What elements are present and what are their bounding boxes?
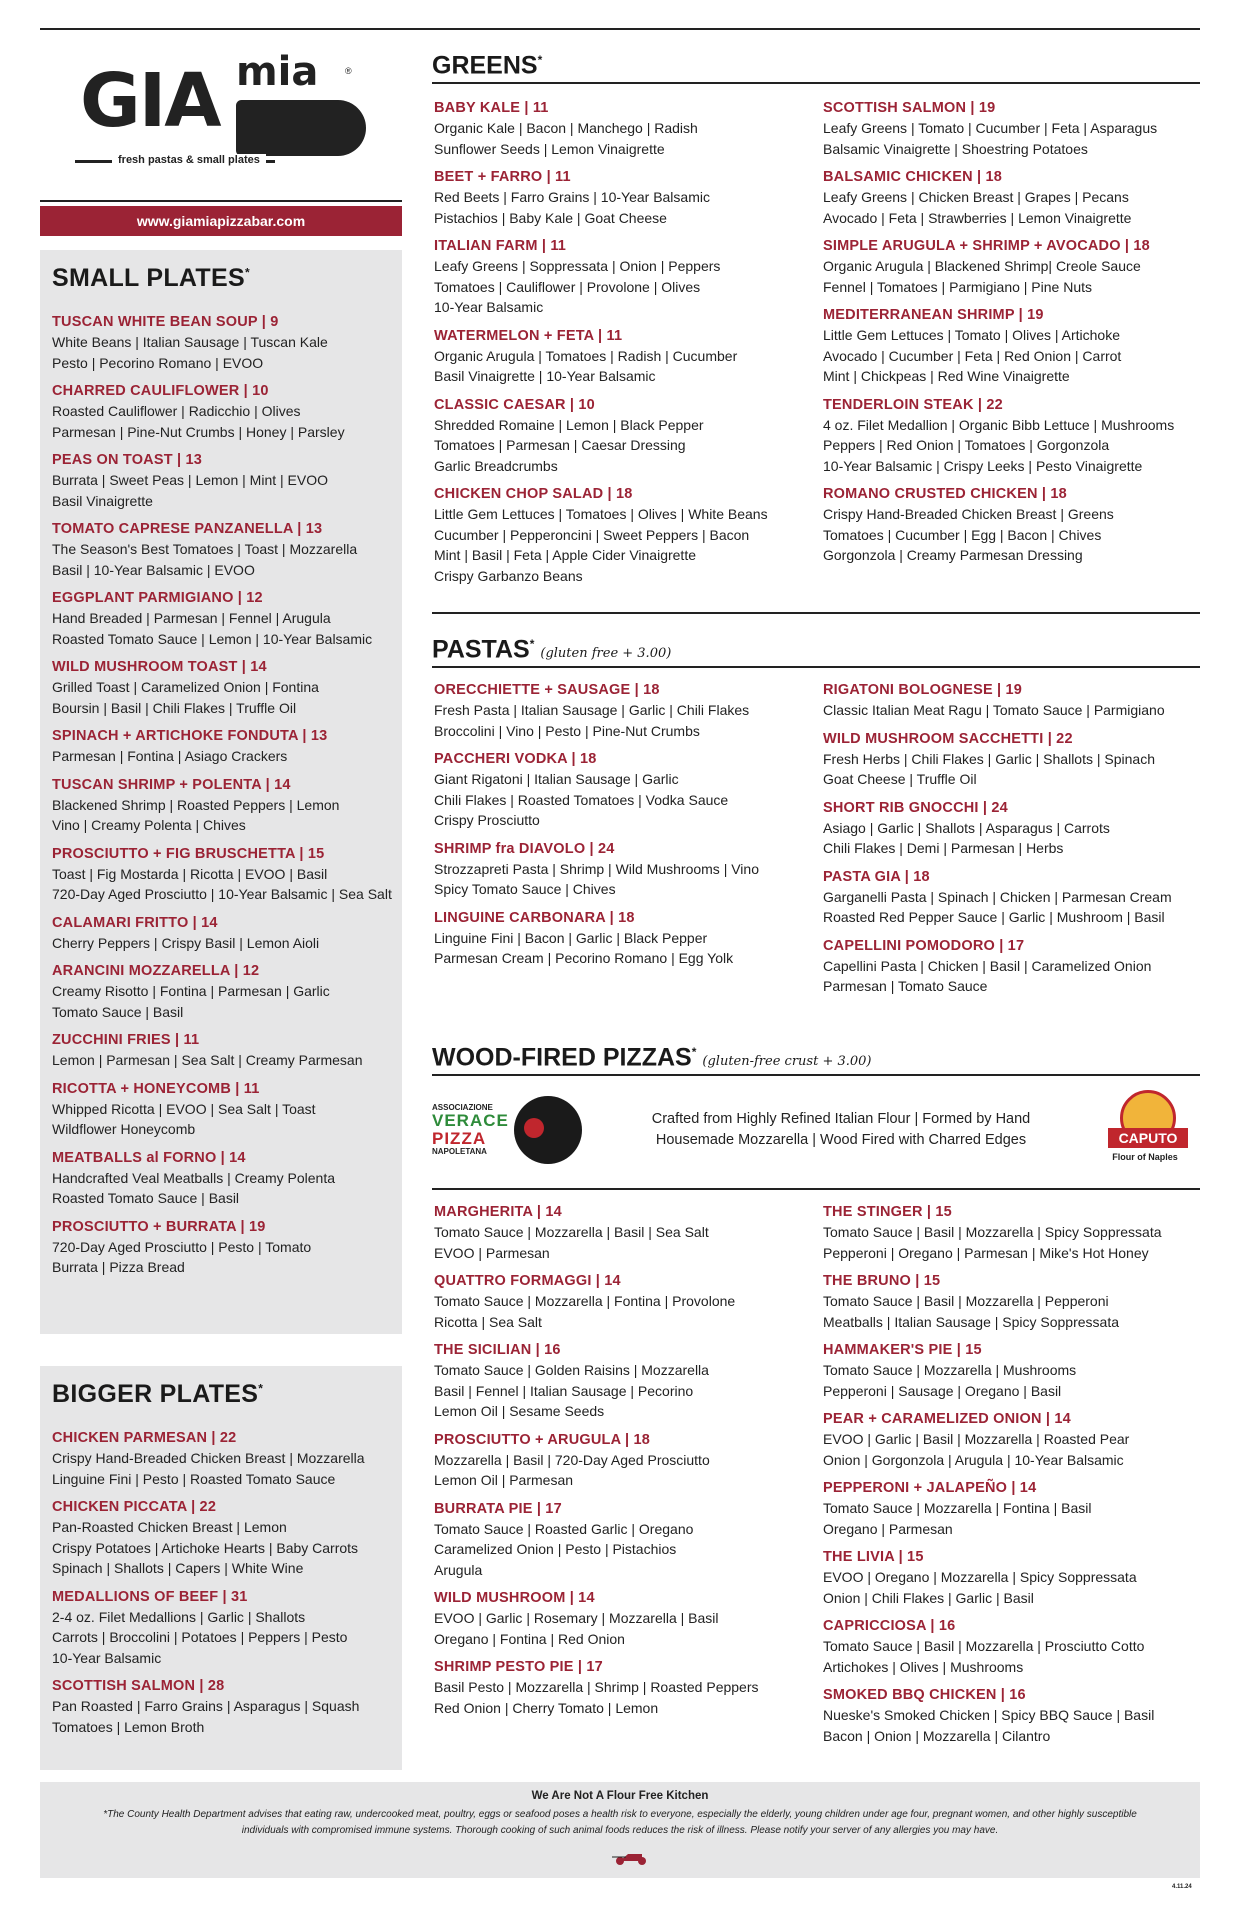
menu-item <box>821 798 1200 859</box>
menu-item <box>40 1497 402 1579</box>
item-description: Spinach | Shallots | Capers | White Wine <box>52 1560 304 1576</box>
menu-item <box>432 1657 811 1718</box>
item-description: Crispy Hand-Breaded Chicken Breast | Mozzarella <box>52 1450 365 1466</box>
section-title: WOOD-FIRED PIZZAS*(gluten-free crust + 3.00) <box>432 1043 872 1072</box>
item-description: Pistachios | Baby Kale | Goat Cheese <box>434 209 667 226</box>
item-name: SHRIMP fra DIAVOLO | 24 <box>434 840 615 857</box>
menu-item <box>821 484 1200 566</box>
item-description: Asiago | Garlic | Shallots | Asparagus | Carrots <box>823 819 1110 836</box>
item-name: THE STINGER | 15 <box>823 1204 952 1220</box>
item-description: Whipped Ricotta | EVOO | Sea Salt | Toast <box>52 1100 316 1117</box>
item-description: 2-4 oz. Filet Medallions | Garlic | Shallots <box>52 1608 306 1625</box>
item-description: Cherry Peppers | Crispy Basil | Lemon Aioli <box>52 934 320 951</box>
item-description: Oregano | Fontina | Red Onion <box>434 1630 625 1647</box>
menu-item <box>432 1430 811 1491</box>
pastas-section <box>432 612 1200 1005</box>
item-description: EVOO | Garlic | Rosemary | Mozzarella | Basil <box>434 1610 719 1626</box>
menu-item <box>40 1079 402 1140</box>
item-description: Pepperoni | Oregano | Parmesan | Mike's Hot Honey <box>823 1244 1149 1261</box>
menu-item <box>432 98 811 159</box>
item-name: CHICKEN PARMESAN | 22 <box>52 1430 237 1446</box>
item-description: Basil Vinaigrette <box>52 492 153 509</box>
item-description: Avocado | Feta | Strawberries | Lemon Vinaigrette <box>823 209 1132 226</box>
item-description: Blackened Shrimp | Roasted Peppers | Lemon <box>52 796 340 813</box>
item-description: Crispy Potatoes | Artichoke Hearts | Baby Carrots <box>52 1539 359 1556</box>
item-name: SCOTTISH SALMON | 28 <box>52 1678 225 1694</box>
menu-item <box>821 680 1200 721</box>
item-name: PEAS ON TOAST | 13 <box>52 452 203 468</box>
menu-item <box>40 1030 402 1071</box>
item-name: CAPELLINI POMODORO | 17 <box>823 937 1025 954</box>
item-description: Toast | Fig Mostarda | Ricotta | EVOO | Basil <box>52 865 328 882</box>
item-name: MEDITERRANEAN SHRIMP | 19 <box>823 307 1044 323</box>
caputo-logo: CAPUTO Flour of Naples <box>1090 1088 1200 1172</box>
item-name: SIMPLE ARUGULA + SHRIMP + AVOCADO | 18 <box>823 238 1150 254</box>
item-name: TENDERLOIN STEAK | 22 <box>823 396 1003 413</box>
menu-item <box>821 1340 1200 1401</box>
item-name: CAPRICCIOSA | 16 <box>823 1618 956 1634</box>
menu-item <box>821 236 1200 297</box>
menu-item <box>40 381 402 442</box>
item-description: Little Gem Lettuces | Tomato | Olives | Artichoke <box>823 327 1121 343</box>
menu-item <box>432 839 811 900</box>
item-description: Tomato Sauce | Roasted Garlic | Oregano <box>434 1520 694 1537</box>
flour-notice: We Are Not A Flour Free Kitchen <box>531 1790 709 1802</box>
section-title: GREENS* <box>432 51 543 80</box>
item-name: PACCHERI VODKA | 18 <box>434 751 597 767</box>
item-description: Wildflower Honeycomb <box>52 1121 196 1137</box>
item-description: 10-Year Balsamic | Crispy Leeks | Pesto Vinaigrette <box>823 457 1143 474</box>
menu-item <box>40 961 402 1022</box>
item-name: ARANCINI MOZZARELLA | 12 <box>52 963 260 979</box>
menu-item <box>432 680 811 741</box>
item-name: HAMMAKER'S PIE | 15 <box>823 1342 982 1358</box>
item-description: Spicy Tomato Sauce | Chives <box>434 881 616 897</box>
section-title: PASTAS*(gluten free + 3.00) <box>432 635 672 664</box>
pizza-peel-icon <box>236 100 366 156</box>
item-description: Handcrafted Veal Meatballs | Creamy Polenta <box>52 1169 336 1186</box>
divider <box>432 82 1200 84</box>
item-name: TUSCAN SHRIMP + POLENTA | 14 <box>52 776 291 793</box>
item-description: Parmesan | Pine-Nut Crumbs | Honey | Parsley <box>52 423 345 440</box>
item-description: Cucumber | Pepperoncini | Sweet Peppers | Bacon <box>434 526 750 543</box>
item-description: Artichokes | Olives | Mushrooms <box>823 1658 1024 1675</box>
item-description: Hand Breaded | Parmesan | Fennel | Arugula <box>52 610 331 626</box>
item-description: Linguine Fini | Bacon | Garlic | Black Pepper <box>434 929 708 946</box>
item-description: Arugula <box>434 1561 483 1578</box>
item-description: Fresh Pasta | Italian Sausage | Garlic | Chili Flakes <box>434 702 750 718</box>
item-description: Pesto | Pecorino Romano | EVOO <box>52 354 264 371</box>
item-description: White Beans | Italian Sausage | Tuscan Kale <box>52 334 328 350</box>
section-title: SMALL PLATES* <box>52 264 250 292</box>
item-description: Tomato Sauce | Basil <box>52 1003 184 1020</box>
menu-item <box>821 1478 1200 1539</box>
divider <box>432 612 1200 614</box>
scooter-icon <box>612 1848 652 1866</box>
menu-item <box>821 167 1200 228</box>
item-name: WILD MUSHROOM | 14 <box>434 1590 595 1606</box>
item-name: SMOKED BBQ CHICKEN | 16 <box>823 1687 1026 1703</box>
item-description: Mozzarella | Basil | 720-Day Aged Prosciutto <box>434 1451 710 1468</box>
item-description: Nueske's Smoked Chicken | Spicy BBQ Sauce | Basil <box>823 1707 1155 1723</box>
item-description: Little Gem Lettuces | Tomatoes | Olives | White Beans <box>434 506 768 522</box>
item-name: SPINACH + ARTICHOKE FONDUTA | 13 <box>52 728 328 744</box>
item-description: 4 oz. Filet Medallion | Organic Bibb Lettuce | Mushrooms <box>823 416 1175 433</box>
item-description: Mint | Chickpeas | Red Wine Vinaigrette <box>823 368 1070 384</box>
bigger-plates-panel <box>40 1360 402 1770</box>
item-name: PROSCIUTTO + BURRATA | 19 <box>52 1218 266 1235</box>
section-title: BIGGER PLATES* <box>52 1380 264 1408</box>
item-name: TOMATO CAPRESE PANZANELLA | 13 <box>52 521 323 537</box>
item-description: Tomato Sauce | Basil | Mozzarella | Spicy Soppressata <box>823 1224 1162 1240</box>
bigger-plates-list <box>40 1428 402 1737</box>
item-description: Caramelized Onion | Pesto | Pistachios <box>434 1541 677 1557</box>
item-description: Basil | 10-Year Balsamic | EVOO <box>52 561 255 578</box>
item-description: Peppers | Red Onion | Tomatoes | Gorgonzola <box>823 437 1110 453</box>
item-description: Basil Vinaigrette | 10-Year Balsamic <box>434 368 656 384</box>
item-description: Roasted Tomato Sauce | Basil <box>52 1190 240 1206</box>
item-name: BURRATA PIE | 17 <box>434 1500 562 1517</box>
item-description: Tomato Sauce | Basil | Mozzarella | Prosciutto Cotto <box>823 1638 1145 1654</box>
pizza-intro <box>432 1082 1200 1178</box>
item-description: Tomatoes | Cauliflower | Provolone | Olives <box>434 278 701 295</box>
item-name: BALSAMIC CHICKEN | 18 <box>823 169 1003 185</box>
section-note: (gluten-free crust + 3.00) <box>702 1054 872 1070</box>
logo-main: GIA <box>80 58 220 144</box>
item-name: CLASSIC CAESAR | 10 <box>434 396 595 413</box>
item-description: Roasted Red Pepper Sauce | Garlic | Mushroom | Basil <box>823 909 1165 925</box>
item-description: 720-Day Aged Prosciutto | Pesto | Tomato <box>52 1238 312 1255</box>
greens-col-2 <box>821 98 1200 594</box>
avpn-logo: ASSOCIAZIONE VERACE PIZZA NAPOLETANA <box>432 1090 592 1170</box>
item-description: Broccolini | Vino | Pesto | Pine-Nut Crumbs <box>434 722 700 739</box>
menu-item <box>821 98 1200 159</box>
menu-item <box>821 867 1200 928</box>
menu-item <box>821 395 1200 477</box>
pizzas-col-1 <box>432 1202 811 1754</box>
item-description: Sunflower Seeds | Lemon Vinaigrette <box>434 140 665 157</box>
menu-item <box>821 1685 1200 1746</box>
menu-item <box>432 1588 811 1649</box>
item-name: THE BRUNO | 15 <box>823 1273 941 1289</box>
item-description: Crispy Prosciutto <box>434 812 540 828</box>
menu-item <box>432 484 811 586</box>
item-description: Burrata | Pizza Bread <box>52 1259 185 1275</box>
menu-item <box>40 844 402 905</box>
item-description: Onion | Chili Flakes | Garlic | Basil <box>823 1589 1034 1606</box>
item-description: Parmesan Cream | Pecorino Romano | Egg Yolk <box>434 950 734 966</box>
item-name: CHICKEN PICCATA | 22 <box>52 1499 217 1515</box>
item-description: EVOO | Garlic | Basil | Mozzarella | Roasted Pear <box>823 1431 1130 1447</box>
item-description: EVOO | Oregano | Mozzarella | Spicy Soppressata <box>823 1569 1137 1585</box>
item-description: Strozzapreti Pasta | Shrimp | Wild Mushrooms | Vino <box>434 860 759 877</box>
item-description: 10-Year Balsamic <box>434 299 544 315</box>
item-description: Pan Roasted | Farro Grains | Asparagus | Squash <box>52 1698 360 1714</box>
item-description: Tomatoes | Parmesan | Caesar Dressing <box>434 437 686 453</box>
small-plates-list <box>40 312 402 1278</box>
menu-item <box>40 657 402 718</box>
divider <box>40 200 402 202</box>
menu-item <box>432 1271 811 1332</box>
menu-item <box>821 305 1200 387</box>
item-name: ITALIAN FARM | 11 <box>434 238 567 254</box>
item-name: ZUCCHINI FRIES | 11 <box>52 1032 200 1048</box>
menu-item <box>432 236 811 318</box>
item-name: MEDALLIONS OF BEEF | 31 <box>52 1588 248 1605</box>
item-description: Roasted Cauliflower | Radicchio | Olives <box>52 403 301 419</box>
item-name: CALAMARI FRITTO | 14 <box>52 914 218 931</box>
item-description: Crispy Garbanzo Beans <box>434 567 583 584</box>
item-description: Lemon Oil | Parmesan <box>434 1472 574 1488</box>
item-name: RIGATONI BOLOGNESE | 19 <box>823 682 1023 698</box>
item-description: Goat Cheese | Truffle Oil <box>823 771 977 787</box>
menu-item <box>40 312 402 373</box>
item-name: WATERMELON + FETA | 11 <box>434 327 623 344</box>
item-description: Organic Arugula | Blackened Shrimp| Creole Sauce <box>823 258 1141 274</box>
item-description: Parmesan | Fontina | Asiago Crackers <box>52 748 288 764</box>
item-description: Organic Kale | Bacon | Manchego | Radish <box>434 120 698 136</box>
item-description: Carrots | Broccolini | Potatoes | Peppers | Pesto <box>52 1629 348 1645</box>
health-disclaimer: *The County Health Department advises that eating raw, undercooked meat, poultry, eggs or seafood poses a health risk to everyone, especially the elderly, young children under age four, pregnant women, and other highly susceptible individuals with compromised immune systems. Thorough cooking of such animal foods reduces the risk of illness. Please notify your server of any allergies you may have. <box>103 1809 1137 1836</box>
item-name: SHORT RIB GNOCCHI | 24 <box>823 799 1008 816</box>
menu-item <box>40 775 402 836</box>
logo <box>40 30 402 198</box>
item-description: Red Beets | Farro Grains | 10-Year Balsamic <box>434 189 710 205</box>
greens-section <box>432 38 1200 594</box>
menu-item <box>40 1676 402 1737</box>
item-description: Avocado | Cucumber | Feta | Red Onion | Carrot <box>823 347 1122 364</box>
pizza-description: Crafted from Highly Refined Italian Flour | Formed by Hand Housemade Mozzarella | Wood Fired with Charred Edges <box>651 1111 1031 1148</box>
menu-item <box>821 1202 1200 1263</box>
item-name: BEET + FARRO | 11 <box>434 169 571 185</box>
divider <box>432 1188 1200 1190</box>
menu-item <box>40 1217 402 1278</box>
menu-item <box>432 1340 811 1422</box>
menu-item <box>432 1202 811 1263</box>
item-description: Tomatoes | Cucumber | Egg | Bacon | Chives <box>823 526 1102 543</box>
menu-item <box>40 519 402 580</box>
item-description: Gorgonzola | Creamy Parmesan Dressing <box>823 547 1083 563</box>
menu-item <box>821 1409 1200 1470</box>
item-name: CHARRED CAULIFLOWER | 10 <box>52 383 269 399</box>
item-description: Parmesan | Tomato Sauce <box>823 978 988 994</box>
pizzas-col-2 <box>821 1202 1200 1754</box>
menu-item <box>821 936 1200 997</box>
menu-item <box>432 395 811 477</box>
item-description: Vino | Creamy Polenta | Chives <box>52 817 246 833</box>
item-description: Tomato Sauce | Mozzarella | Basil | Sea Salt <box>434 1224 709 1240</box>
item-description: Burrata | Sweet Peas | Lemon | Mint | EVOO <box>52 472 328 488</box>
divider <box>432 666 1200 668</box>
item-description: Leafy Greens | Chicken Breast | Grapes | Pecans <box>823 189 1129 205</box>
item-description: Fennel | Tomatoes | Parmigiano | Pine Nuts <box>823 278 1093 295</box>
item-description: Pepperoni | Sausage | Oregano | Basil <box>823 1382 1062 1399</box>
small-plates-panel <box>40 244 402 1334</box>
item-description: Tomato Sauce | Mozzarella | Mushrooms <box>823 1362 1077 1378</box>
menu-item <box>432 326 811 387</box>
item-description: Chili Flakes | Demi | Parmesan | Herbs <box>823 840 1064 856</box>
item-description: Balsamic Vinaigrette | Shoestring Potatoes <box>823 140 1088 157</box>
footer <box>40 1782 1200 1878</box>
menu-item <box>40 450 402 511</box>
item-name: MARGHERITA | 14 <box>434 1204 562 1220</box>
item-name: LINGUINE CARBONARA | 18 <box>434 909 635 926</box>
menu-item <box>821 729 1200 790</box>
item-description: Tomato Sauce | Mozzarella | Fontina | Basil <box>823 1500 1092 1516</box>
item-name: PEAR + CARAMELIZED ONION | 14 <box>823 1411 1071 1427</box>
menu-item <box>432 167 811 228</box>
menu-item <box>40 913 402 954</box>
item-description: The Season's Best Tomatoes | Toast | Mozzarella <box>52 541 358 557</box>
item-description: Lemon Oil | Sesame Seeds <box>434 1403 605 1419</box>
item-description: Pan-Roasted Chicken Breast | Lemon <box>52 1519 287 1535</box>
item-description: Boursin | Basil | Chili Flakes | Truffle Oil <box>52 699 297 716</box>
item-name: BABY KALE | 11 <box>434 100 549 116</box>
menu-item <box>821 1616 1200 1677</box>
item-name: TUSCAN WHITE BEAN SOUP | 9 <box>52 314 279 330</box>
divider <box>432 1074 1200 1076</box>
item-description: Mint | Basil | Feta | Apple Cider Vinaigrette <box>434 547 697 563</box>
item-name: WILD MUSHROOM SACCHETTI | 22 <box>823 730 1073 747</box>
item-name: PROSCIUTTO + FIG BRUSCHETTA | 15 <box>52 845 325 862</box>
item-name: THE SICILIAN | 16 <box>434 1342 561 1358</box>
logo-sup: mia <box>236 49 319 95</box>
section-note: (gluten free + 3.00) <box>540 646 672 662</box>
item-description: Creamy Risotto | Fontina | Parmesan | Garlic <box>52 983 330 999</box>
item-description: Giant Rigatoni | Italian Sausage | Garlic <box>434 771 679 787</box>
item-description: Ricotta | Sea Salt <box>434 1313 542 1330</box>
pastas-col-2 <box>821 680 1200 1005</box>
item-name: MEATBALLS al FORNO | 14 <box>52 1149 246 1166</box>
logo-tagline: fresh pastas & small plates <box>112 154 266 166</box>
item-description: Crispy Hand-Breaded Chicken Breast | Greens <box>823 506 1114 522</box>
item-description: Tomato Sauce | Mozzarella | Fontina | Provolone <box>434 1293 736 1309</box>
item-name: RICOTTA + HONEYCOMB | 11 <box>52 1080 260 1097</box>
logo-reg: ® <box>345 66 352 76</box>
item-description: Tomatoes | Lemon Broth <box>52 1718 205 1735</box>
item-description: Classic Italian Meat Ragu | Tomato Sauce | Parmigiano <box>823 702 1165 718</box>
item-name: WILD MUSHROOM TOAST | 14 <box>52 659 267 675</box>
item-description: Garganelli Pasta | Spinach | Chicken | Parmesan Cream <box>823 888 1172 905</box>
item-description: Lemon | Parmesan | Sea Salt | Creamy Parmesan <box>52 1052 363 1068</box>
menu-item <box>40 726 402 767</box>
item-description: Tomato Sauce | Golden Raisins | Mozzarella <box>434 1362 709 1378</box>
item-name: SCOTTISH SALMON | 19 <box>823 100 996 116</box>
pastas-col-1 <box>432 680 811 1005</box>
website-link[interactable]: www.giamiapizzabar.com <box>40 206 402 236</box>
item-name: PASTA GIA | 18 <box>823 868 930 885</box>
item-description: Leafy Greens | Tomato | Cucumber | Feta | Asparagus <box>823 120 1158 136</box>
item-description: Red Onion | Cherry Tomato | Lemon <box>434 1699 659 1716</box>
menu-date: 4.11.24 <box>1172 1884 1192 1890</box>
left-column <box>40 30 402 1770</box>
menu-item <box>432 749 811 831</box>
item-description: 10-Year Balsamic <box>52 1649 162 1666</box>
item-description: Bacon | Onion | Mozzarella | Cilantro <box>823 1727 1051 1744</box>
item-name: SHRIMP PESTO PIE | 17 <box>434 1659 603 1675</box>
item-name: PROSCIUTTO + ARUGULA | 18 <box>434 1431 650 1448</box>
item-name: QUATTRO FORMAGGI | 14 <box>434 1273 621 1289</box>
menu-item <box>40 588 402 649</box>
item-description: Basil | Fennel | Italian Sausage | Pecorino <box>434 1382 694 1399</box>
item-description: Garlic Breadcrumbs <box>434 457 558 474</box>
item-description: Oregano | Parmesan <box>823 1520 953 1537</box>
menu-item <box>432 908 811 969</box>
item-description: 720-Day Aged Prosciutto | 10-Year Balsamic | Sea Salt <box>52 886 392 902</box>
item-description: Onion | Gorgonzola | Arugula | 10-Year Balsamic <box>823 1451 1124 1468</box>
item-description: Tomato Sauce | Basil | Mozzarella | Pepperoni <box>823 1293 1109 1309</box>
item-description: Meatballs | Italian Sausage | Spicy Soppressata <box>823 1313 1119 1330</box>
item-name: EGGPLANT PARMIGIANO | 12 <box>52 590 263 606</box>
menu-item <box>40 1587 402 1669</box>
item-name: ORECCHIETTE + SAUSAGE | 18 <box>434 682 660 698</box>
item-name: THE LIVIA | 15 <box>823 1549 924 1565</box>
item-name: PEPPERONI + JALAPEÑO | 14 <box>823 1480 1037 1496</box>
item-description: Capellini Pasta | Chicken | Basil | Caramelized Onion <box>823 957 1152 974</box>
pizzas-section <box>432 1030 1200 1754</box>
menu-item <box>432 1499 811 1581</box>
item-name: CHICKEN CHOP SALAD | 18 <box>434 486 633 502</box>
item-description: Shredded Romaine | Lemon | Black Pepper <box>434 416 704 433</box>
item-description: Leafy Greens | Soppressata | Onion | Peppers <box>434 258 721 274</box>
item-description: Organic Arugula | Tomatoes | Radish | Cucumber <box>434 347 738 364</box>
item-description: Fresh Herbs | Chili Flakes | Garlic | Shallots | Spinach <box>823 750 1155 767</box>
item-description: Basil Pesto | Mozzarella | Shrimp | Roasted Peppers <box>434 1679 759 1695</box>
menu-item <box>821 1547 1200 1608</box>
item-description: Grilled Toast | Caramelized Onion | Fontina <box>52 679 319 695</box>
item-description: Linguine Fini | Pesto | Roasted Tomato Sauce <box>52 1470 336 1487</box>
menu-item <box>40 1428 402 1489</box>
item-description: EVOO | Parmesan <box>434 1244 550 1261</box>
item-name: ROMANO CRUSTED CHICKEN | 18 <box>823 486 1067 502</box>
item-description: Roasted Tomato Sauce | Lemon | 10-Year Balsamic <box>52 630 373 647</box>
item-description: Chili Flakes | Roasted Tomatoes | Vodka Sauce <box>434 791 729 808</box>
pizzaiolo-icon <box>514 1096 582 1164</box>
greens-col-1 <box>432 98 811 594</box>
menu-item <box>821 1271 1200 1332</box>
menu-item <box>40 1148 402 1209</box>
